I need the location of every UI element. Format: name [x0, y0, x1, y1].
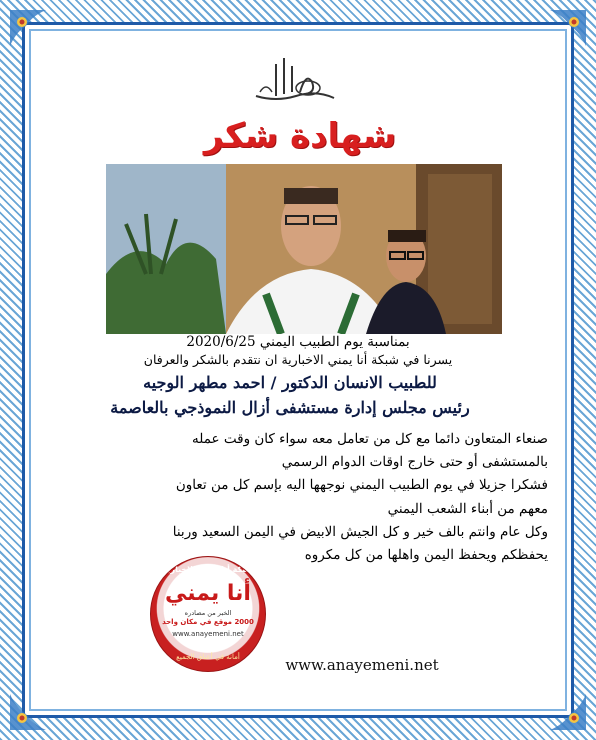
website-link[interactable]: www.anayemeni.net [285, 656, 439, 674]
certificate-title: شهادة شكر [203, 116, 397, 156]
body-line: بالمستشفى أو حتى خارج اوقات الدوام الرسمي [281, 454, 548, 471]
doctor-name: للطبيب الانسان الدكتور / احمد مطهر الوجيه [143, 373, 437, 392]
ornament-corner-icon [544, 688, 590, 734]
anayemeni-logo [150, 556, 266, 672]
calligraphy-emblem-icon [246, 52, 342, 108]
ornament-corner-icon [6, 6, 52, 52]
logo-top-text: شبكة أنا يمني الإخبارية [162, 565, 254, 574]
logo-count-text: 2000 موقع في مكان واحد [162, 618, 254, 626]
body-line: فشكرا جزيلا في يوم الطبيب اليمني نوجهها اليه بإسم كل من تعاون [175, 477, 548, 494]
body-line: وكل عام وانتم بالف خير و كل الجيش الابيض في اليمن السعيد وربنا [172, 523, 548, 540]
portrait-photo [106, 164, 502, 334]
logo-tagline: الخبر من مصادره [184, 609, 232, 617]
body-line: معهم من أبناء الشعب اليمني [387, 500, 548, 517]
logo-slogan: أمانة في أعناق الجميع [176, 653, 240, 661]
certificate-body [48, 428, 548, 567]
occasion-line: بمناسبة يوم الطبيب اليمني 2020/6/25 [186, 334, 410, 350]
ornament-corner-icon [544, 6, 590, 52]
logo-url: www.anayemeni.net [172, 630, 244, 638]
ornament-corner-icon [6, 688, 52, 734]
thanks-intro-line: يسرنا في شبكة أنا يمني الاخبارية ان نتقدم بالشكر والعرفان [143, 352, 453, 367]
logo-main-text: أنا يمني [165, 581, 251, 606]
logo-country: اليمن [195, 641, 221, 651]
body-line: يحفظكم ويحفظ اليمن واهلها من كل مكروه [304, 547, 548, 564]
body-line: صنعاء المتعاون دائما مع كل من تعامل معه سواء كان وقت عمله [192, 431, 548, 447]
doctor-role: رئيس مجلس إدارة مستشفى أزال النموذجي بالعاصمة [110, 398, 470, 417]
